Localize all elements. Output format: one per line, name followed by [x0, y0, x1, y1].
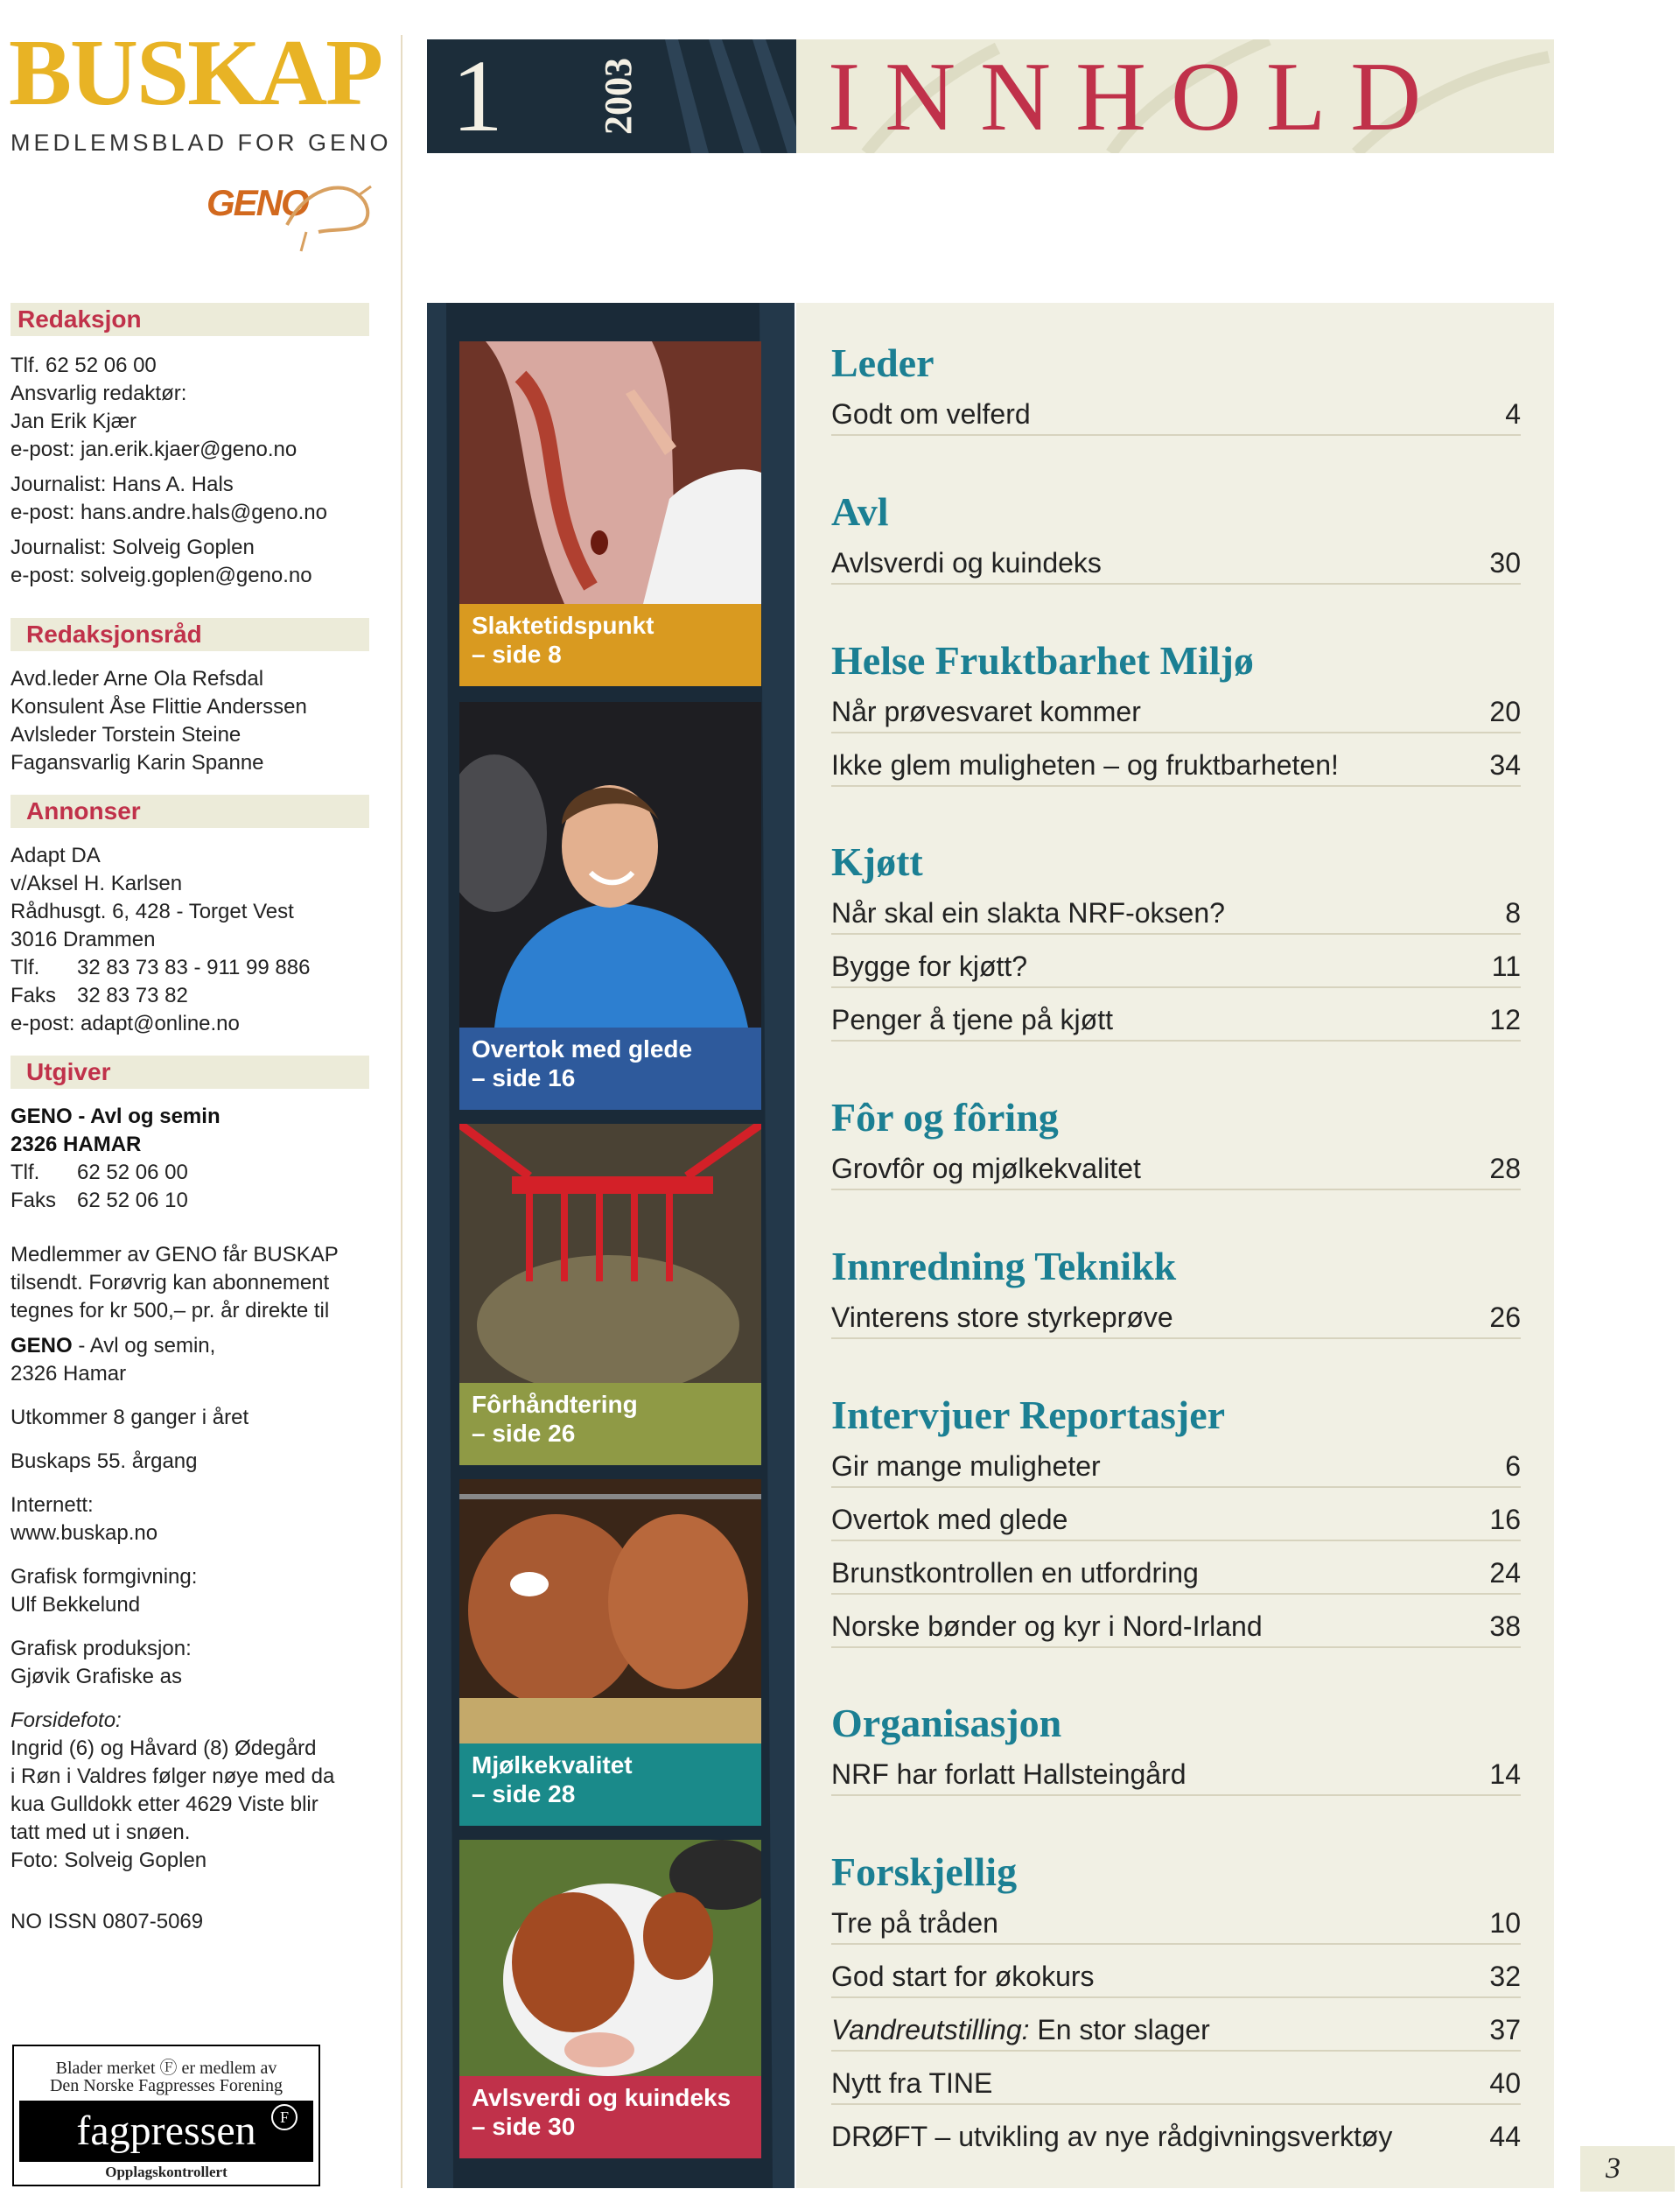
utgiver-tlf-label: Tlf.	[10, 1161, 40, 1184]
faks-value: 32 83 73 82	[77, 984, 188, 1007]
toc-title: Vinterens store styrkeprøve	[831, 1301, 1173, 1333]
annonser-heading	[10, 795, 369, 828]
toc-page: 40	[1489, 2067, 1521, 2099]
side-line: Konsulent Åse Flittie Anderssen	[10, 695, 307, 719]
side-line: Journalist: Solveig Goplen	[10, 536, 255, 559]
toc-page: 6	[1505, 1450, 1521, 1482]
toc-title: Brunstkontrollen en utfordring	[831, 1557, 1199, 1589]
side-line: Fagansvarlig Karin Spanne	[10, 751, 264, 775]
column-divider	[401, 35, 402, 2188]
redaksjon-heading	[10, 303, 369, 336]
section-title: Avl	[831, 489, 889, 534]
toc-title: DRØFT – utvikling av nye rådgivningsverktøy	[831, 2121, 1393, 2152]
toc-title: Når skal ein slakta NRF-oksen?	[831, 897, 1225, 929]
toc-page: 32	[1489, 1961, 1521, 1992]
redaksjonsrad-heading-label: Redaksjonsråd	[26, 621, 202, 648]
section-title: Organisasjon	[831, 1701, 1062, 1745]
side-line: Rådhusgt. 6, 428 - Torget Vest	[10, 900, 294, 923]
side-line: Buskaps 55. årgang	[10, 1449, 198, 1473]
toc-row[interactable]	[831, 1558, 1521, 1595]
side-line: Gjøvik Grafiske as	[10, 1665, 183, 1688]
members-org-rest: - Avl og semin,	[72, 1334, 216, 1358]
toc-title: Når prøvesvaret kommer	[831, 696, 1141, 727]
side-line: tatt med ut i snøen.	[10, 1821, 191, 1844]
utgiver-faks-label: Faks	[10, 1189, 57, 1212]
toc-row[interactable]	[831, 951, 1521, 988]
toc-page: 8	[1505, 897, 1521, 929]
side-line: tegnes for kr 500,– pr. år direkte til	[10, 1299, 330, 1323]
toc-title: Norske bønder og kyr i Nord-Irland	[831, 1610, 1263, 1642]
machine-image-icon	[459, 1124, 761, 1383]
toc-title: Avlsverdi og kuindeks	[831, 547, 1102, 579]
cows-image-icon	[459, 1479, 761, 1743]
fagpressen-badge	[12, 2045, 320, 2186]
year-box	[578, 39, 796, 153]
toc-title: Gir mange muligheter	[831, 1450, 1101, 1482]
toc-title: Nytt fra TINE	[831, 2067, 993, 2099]
caption-page: – side 26	[472, 1420, 576, 1447]
caption-title: Mjølkekvalitet	[472, 1751, 633, 1779]
utgiver-address: 2326 HAMAR	[10, 1133, 142, 1156]
toc-title-wrap	[831, 2014, 1210, 2046]
toc-title: Grovfôr og mjølkekvalitet	[831, 1153, 1141, 1184]
issn: NO ISSN 0807-5069	[10, 1910, 204, 1933]
photo-caption-3	[459, 1383, 761, 1465]
badge-line2: Den Norske Fagpresses Forening	[49, 2076, 284, 2095]
toc-page: 28	[1489, 1153, 1521, 1184]
side-line: v/Aksel H. Karlsen	[10, 872, 183, 895]
side-line: Internett:	[10, 1493, 94, 1517]
toc-title: Godt om velferd	[831, 398, 1031, 430]
section-title: Leder	[831, 340, 934, 385]
caption-title: Slaktetidspunkt	[472, 612, 654, 639]
page-number-box	[1580, 2146, 1675, 2192]
toc-row[interactable]	[831, 1154, 1521, 1190]
redaksjonsrad-heading	[10, 618, 369, 651]
side-line: Forsidefoto:	[10, 1708, 122, 1732]
toc-page: 14	[1489, 1758, 1521, 1790]
side-line: Jan Erik Kjær	[10, 410, 137, 433]
side-line: Avlsleder Torstein Steine	[10, 723, 242, 747]
page-number: 3	[1606, 2152, 1620, 2185]
toc-page: 44	[1489, 2121, 1521, 2152]
toc-row[interactable]	[831, 898, 1521, 935]
side-line: e-post: hans.andre.hals@geno.no	[10, 501, 327, 524]
caption-title: Avlsverdi og kuindeks	[472, 2084, 732, 2111]
caption-page: – side 30	[472, 2113, 576, 2140]
redaksjon-heading-label: Redaksjon	[18, 305, 142, 333]
side-line: Ansvarlig redaktør:	[10, 382, 187, 405]
section-title: Intervjuer Reportasjer	[831, 1393, 1226, 1437]
photo-cow-field	[459, 1840, 761, 2076]
members-org: GENO	[10, 1334, 73, 1358]
fagpressen-mark-icon: F	[271, 2104, 298, 2130]
toc-title: God start for økokurs	[831, 1961, 1095, 1992]
section-title: Kjøtt	[831, 839, 923, 884]
side-line: Journalist: Hans A. Hals	[10, 473, 234, 496]
geno-cow-icon	[280, 171, 376, 254]
side-line: 3016 Drammen	[10, 928, 156, 951]
toc-row[interactable]	[831, 1908, 1521, 1945]
side-line: Grafisk formgivning:	[10, 1565, 198, 1589]
toc-page: 16	[1489, 1504, 1521, 1535]
toc-page: 24	[1489, 1557, 1521, 1589]
utgiver-heading-label: Utgiver	[26, 1058, 111, 1085]
toc-page: 11	[1491, 951, 1521, 982]
toc-prefix: Vandreutstilling:	[831, 2014, 1030, 2045]
section-title: Fôr og fôring	[831, 1095, 1059, 1140]
badge-line1: Blader merket Ⓕ er medlem av	[55, 2059, 277, 2078]
side-line: Tlf. 62 52 06 00	[10, 354, 157, 377]
section-title: Forskjellig	[831, 1849, 1018, 1894]
side-line: tilsendt. Forøvrig kan abonnement	[10, 1271, 330, 1294]
toc-title: Overtok med glede	[831, 1504, 1068, 1535]
brand-title: BUSKAP	[9, 21, 382, 125]
tlf-value: 32 83 73 83 - 911 99 886	[77, 956, 311, 979]
toc-row[interactable]	[831, 1505, 1521, 1541]
toc-row[interactable]	[831, 697, 1521, 733]
photo-caption-5	[459, 2076, 761, 2158]
farmer-image-icon	[459, 702, 761, 1028]
side-line: 2326 Hamar	[10, 1362, 127, 1386]
section-title: Innredning Teknikk	[831, 1244, 1177, 1288]
toc-page: 38	[1489, 1610, 1521, 1642]
side-line: e-post: jan.erik.kjaer@geno.no	[10, 438, 298, 461]
side-line: e-post: solveig.goplen@geno.no	[10, 564, 312, 587]
toc-page: 20	[1489, 696, 1521, 727]
badge-black-panel	[19, 2101, 313, 2162]
toc-title: Penger å tjene på kjøtt	[831, 1004, 1113, 1035]
toc-page: 37	[1489, 2014, 1521, 2045]
annonser-heading-label: Annonser	[26, 797, 141, 824]
utgiver-tlf: 62 52 06 00	[77, 1161, 188, 1184]
toc-page: 30	[1489, 547, 1521, 579]
side-line: Medlemmer av GENO får BUSKAP	[10, 1243, 339, 1266]
photo-caption-1	[459, 604, 761, 686]
toc-row[interactable]	[831, 2122, 1521, 2157]
photo-caption-2	[459, 1028, 761, 1110]
toc-page: 12	[1489, 1004, 1521, 1035]
side-line: Ingrid (6) og Håvard (8) Ødegård	[10, 1736, 317, 1760]
tlf-label: Tlf.	[10, 956, 40, 979]
toc-title: Bygge for kjøtt?	[831, 951, 1028, 982]
toc-row[interactable]	[831, 399, 1521, 436]
photo-cows-feeding	[459, 1479, 761, 1743]
photo-farmer	[459, 702, 761, 1028]
toc-row[interactable]	[831, 1302, 1521, 1339]
issue-number: 1	[427, 39, 578, 153]
side-line: Adapt DA	[10, 844, 101, 867]
utgiver-org-sub: - Avl og semin	[72, 1105, 220, 1128]
innhold-box	[796, 39, 1554, 153]
toc-title: Ikke glem muligheten – og fruktbarheten!	[831, 749, 1339, 781]
year-label: 2003	[597, 58, 640, 135]
toc-title: NRF har forlatt Hallsteingård	[831, 1758, 1186, 1790]
caption-page: – side 16	[472, 1064, 576, 1091]
side-line: e-post: adapt@online.no	[10, 1012, 240, 1035]
toc-page: 34	[1489, 749, 1521, 781]
side-line: Foto: Solveig Goplen	[10, 1849, 207, 1872]
utgiver-org: GENO	[10, 1105, 73, 1128]
photo-caption-4	[459, 1743, 761, 1826]
caption-title: Overtok med glede	[472, 1035, 693, 1063]
toc-row[interactable]	[831, 750, 1521, 787]
caption-title: Fôrhåndtering	[472, 1391, 638, 1418]
toc-row[interactable]	[831, 548, 1521, 585]
toc-row[interactable]	[831, 1005, 1521, 1042]
toc-title: Tre på tråden	[831, 1907, 998, 1939]
side-line: Avd.leder Arne Ola Refsdal	[10, 667, 264, 691]
carcass-image-icon	[459, 341, 761, 604]
badge-word: fagpressen	[76, 2108, 256, 2154]
side-line: Utkommer 8 ganger i året	[10, 1406, 249, 1429]
toc-page: 4	[1505, 398, 1521, 430]
side-line: Grafisk produksjon:	[10, 1637, 192, 1660]
caption-page: – side 28	[472, 1780, 576, 1807]
utgiver-heading	[10, 1056, 369, 1089]
section-title: Helse Fruktbarhet Miljø	[831, 638, 1254, 683]
caption-page: – side 8	[472, 641, 562, 668]
cow-field-image-icon	[459, 1840, 761, 2076]
toc-row[interactable]	[831, 1961, 1521, 1998]
website-link[interactable]: www.buskap.no	[10, 1521, 158, 1545]
toc-row[interactable]	[831, 2015, 1521, 2052]
badge-footer: Opplagskontrollert	[105, 2164, 228, 2180]
toc-title: En stor slager	[1037, 2014, 1210, 2045]
toc-row[interactable]	[831, 2068, 1521, 2105]
toc-row[interactable]	[831, 1759, 1521, 1796]
toc-page: 26	[1489, 1301, 1521, 1333]
toc-row[interactable]	[831, 1451, 1521, 1488]
faks-label: Faks	[10, 984, 57, 1007]
photo-carcass	[459, 341, 761, 604]
side-line: Ulf Bekkelund	[10, 1593, 141, 1617]
toc-page: 10	[1489, 1907, 1521, 1939]
tagline: MEDLEMSBLAD FOR GENO	[10, 130, 392, 156]
side-line: kua Gulldokk etter 4629 Viste blir	[10, 1793, 318, 1816]
page-title: INNHOLD	[828, 43, 1446, 151]
toc-row[interactable]	[831, 1611, 1521, 1648]
geno-logo: GENO	[206, 182, 308, 223]
utgiver-faks: 62 52 06 10	[77, 1189, 188, 1212]
side-line: i Røn i Valdres følger nøye med da	[10, 1765, 335, 1788]
photo-feed-machine	[459, 1124, 761, 1383]
